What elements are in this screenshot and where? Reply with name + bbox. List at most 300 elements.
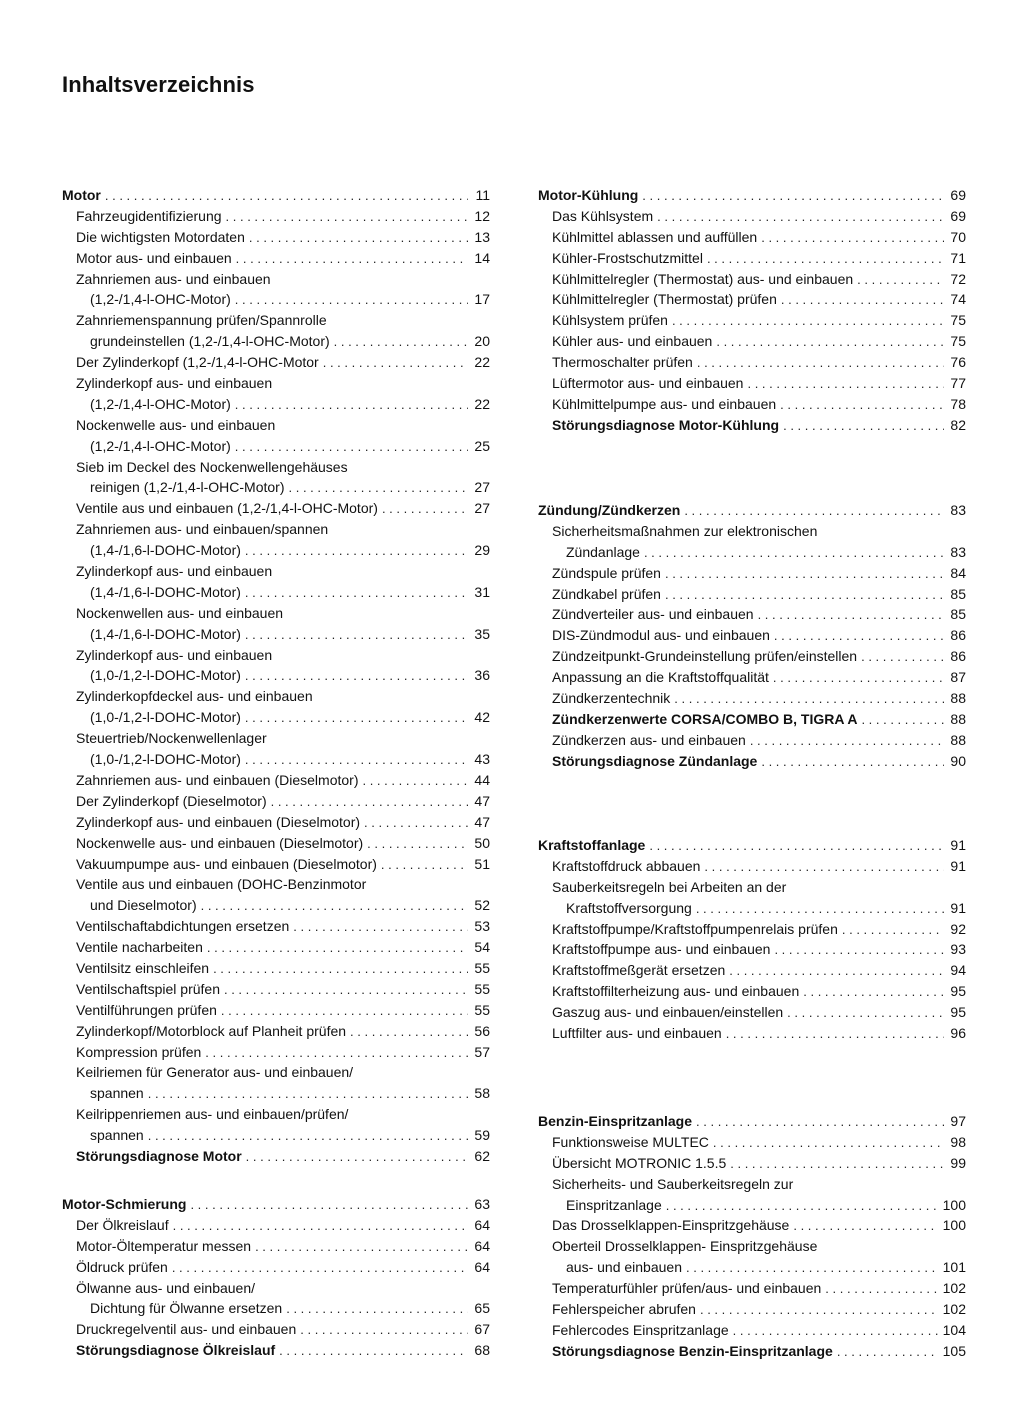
- toc-entry: [62, 958, 490, 979]
- toc-entry: [538, 939, 966, 960]
- dot-leader: [235, 395, 468, 416]
- toc-entry-text: Motor aus- und einbauen: [76, 249, 232, 266]
- toc-page-number: 95: [950, 983, 966, 1000]
- toc-entry-text: Der Zylinderkopf (1,2-/1,4-l-OHC-Motor: [76, 354, 319, 371]
- toc-entry-text: Kühlmittel ablassen und auffüllen: [552, 228, 758, 245]
- toc-entry: [538, 563, 966, 584]
- toc-entry: [538, 352, 966, 373]
- toc-page-number: 98: [950, 1133, 966, 1150]
- dot-leader: [686, 1258, 939, 1279]
- toc-entry-text: Störungsdiagnose Ölkreislauf: [76, 1342, 276, 1359]
- toc-entry: [62, 248, 490, 269]
- dot-leader: [761, 752, 944, 773]
- toc-page-number: 95: [950, 1004, 966, 1021]
- toc-entry: [538, 269, 966, 290]
- toc-entry: [62, 728, 490, 749]
- toc-page-number: 67: [474, 1321, 490, 1338]
- toc-entry-text: spannen: [90, 1127, 144, 1144]
- toc-entry: [538, 373, 966, 394]
- toc-entry: [62, 457, 490, 478]
- dot-leader: [665, 564, 944, 585]
- toc-page-number: 53: [474, 918, 490, 935]
- toc-page-number: 99: [950, 1154, 966, 1171]
- toc-entry: [538, 206, 966, 227]
- toc-page-number: 75: [950, 312, 966, 329]
- toc-entry-text: Kraftstoffpumpe aus- und einbauen: [552, 941, 771, 958]
- toc-entry-text: Zylinderkopf aus- und einbauen: [76, 375, 273, 392]
- toc-entry-text: (1,4-/1,6-l-DOHC-Motor): [90, 542, 241, 559]
- dot-leader: [761, 228, 944, 249]
- toc-entry-text: Motor: [62, 187, 101, 203]
- toc-entry: [62, 1257, 490, 1278]
- toc-page-number: 83: [950, 543, 966, 560]
- toc-page-number: 69: [950, 207, 966, 224]
- toc-page-number: 69: [950, 187, 966, 203]
- toc-page-number: 17: [474, 291, 490, 308]
- toc-entry: [538, 1236, 966, 1257]
- toc-entry: [538, 415, 966, 436]
- toc-entry: [538, 1341, 966, 1362]
- toc-entry: [538, 1278, 966, 1299]
- toc-entry-text: Ventile aus und einbauen (1,2-/1,4-l-OHC-Motor): [76, 500, 378, 517]
- dot-leader: [148, 1126, 468, 1147]
- toc-entry: [538, 1023, 966, 1044]
- toc-entry-text: Fahrzeugidentifizierung: [76, 207, 222, 224]
- toc-page-number: 57: [474, 1043, 490, 1060]
- dot-leader: [837, 1342, 939, 1363]
- toc-entry-text: Vakuumpumpe aus- und einbauen (Dieselmotor): [76, 855, 377, 872]
- toc-page-number: 74: [950, 291, 966, 308]
- toc-entry: [62, 1083, 490, 1104]
- toc-entry-text: (1,4-/1,6-l-DOHC-Motor): [90, 625, 241, 642]
- toc-entry: [538, 604, 966, 625]
- toc-page-number: 27: [474, 500, 490, 517]
- toc-page-number: 11: [475, 187, 490, 203]
- dot-leader: [783, 416, 944, 437]
- dot-leader: [774, 940, 944, 961]
- dot-leader: [367, 834, 468, 855]
- dot-leader: [173, 1216, 468, 1237]
- toc-entry-text: Motor-Schmierung: [62, 1196, 187, 1212]
- toc-entry: [538, 1215, 966, 1236]
- toc-entry: [538, 981, 966, 1002]
- toc-page-number: 90: [950, 752, 966, 769]
- toc-entry-text: Nockenwelle aus- und einbauen (Dieselmotor): [76, 834, 364, 851]
- toc-page-number: 96: [950, 1025, 966, 1042]
- toc-entry: [62, 1278, 490, 1299]
- toc-page-number: 72: [950, 270, 966, 287]
- toc-entry-text: Benzin-Einspritzanlage: [538, 1113, 693, 1129]
- dot-leader: [245, 708, 468, 729]
- toc-chapter-heading: [62, 1194, 490, 1215]
- toc-section: [538, 1111, 966, 1362]
- dot-leader: [235, 437, 468, 458]
- toc-page-number: 88: [950, 710, 966, 727]
- toc-page-number: 77: [950, 375, 966, 392]
- dot-leader: [381, 855, 468, 876]
- toc-page-number: 85: [950, 585, 966, 602]
- dot-leader: [657, 207, 944, 228]
- dot-leader: [172, 1258, 468, 1279]
- dot-leader: [781, 290, 944, 311]
- toc-entry: [538, 877, 966, 898]
- toc-entry: [62, 1215, 490, 1236]
- toc-entry: [538, 1132, 966, 1153]
- toc-page-number: 42: [474, 709, 490, 726]
- toc-entry-text: Zylinderkopfdeckel aus- und einbauen: [76, 688, 313, 705]
- toc-entry: [62, 874, 490, 895]
- toc-entry-text: grundeinstellen (1,2-/1,4-l-OHC-Motor): [90, 333, 330, 350]
- dot-leader: [255, 1237, 468, 1258]
- toc-page-number: 100: [942, 1217, 966, 1234]
- toc-page-number: 14: [474, 249, 490, 266]
- toc-entry-text: Ventilschaftabdichtungen ersetzen: [76, 918, 290, 935]
- toc-entry-text: Kraftstoffmeßgerät ersetzen: [552, 962, 726, 979]
- toc-entry-text: Zündkabel prüfen: [552, 585, 661, 602]
- toc-entry-text: Zahnriemen aus- und einbauen/spannen: [76, 521, 329, 538]
- dot-leader: [362, 771, 468, 792]
- toc-entry-text: Kühlmittelregler (Thermostat) aus- und einbauen: [552, 270, 854, 287]
- dot-leader: [245, 583, 468, 604]
- toc-entry-text: Zylinderkopf/Motorblock auf Planheit prüfen: [76, 1022, 347, 1039]
- toc-page-number: 87: [950, 669, 966, 686]
- toc-entry: [538, 521, 966, 542]
- toc-page-number: 97: [950, 1113, 966, 1129]
- toc-entry: [538, 856, 966, 877]
- toc-chapter-heading: [62, 185, 490, 206]
- dot-leader: [774, 626, 944, 647]
- toc-entry-text: Zündverteiler aus- und einbauen: [552, 606, 754, 623]
- dot-leader: [245, 666, 468, 687]
- toc-page-number: 43: [474, 751, 490, 768]
- toc-page-number: 71: [950, 249, 966, 266]
- toc-entry: [62, 227, 490, 248]
- toc-entry: [538, 646, 966, 667]
- dot-leader: [707, 249, 944, 270]
- dot-leader: [245, 625, 468, 646]
- toc-entry: [62, 895, 490, 916]
- toc-entry-text: Lüftermotor aus- und einbauen: [552, 375, 744, 392]
- toc-page-number: 105: [942, 1342, 966, 1359]
- dot-leader: [236, 249, 468, 270]
- toc-entry-text: (1,2-/1,4-l-OHC-Motor): [90, 291, 231, 308]
- toc-entry: [62, 624, 490, 645]
- toc-entry: [62, 373, 490, 394]
- toc-entry-text: Der Zylinderkopf (Dieselmotor): [76, 792, 267, 809]
- toc-entry-text: Kraftstoffanlage: [538, 837, 646, 853]
- toc-chapter-heading: [538, 185, 966, 206]
- toc-page-number: 54: [474, 939, 490, 956]
- toc-entry-text: Zylinderkopf aus- und einbauen: [76, 563, 273, 580]
- toc-entry: [538, 1153, 966, 1174]
- toc-entry: [538, 1299, 966, 1320]
- toc-entry-text: Ventilschaftspiel prüfen: [76, 980, 220, 997]
- toc-entry-text: Störungsdiagnose Zündanlage: [552, 752, 758, 769]
- dot-leader: [750, 731, 944, 752]
- toc-entry-text: Sieb im Deckel des Nockenwellengehäuses: [76, 458, 348, 475]
- toc-entry-text: Sauberkeitsregeln bei Arbeiten an der: [552, 878, 787, 895]
- toc-entry-text: Ventilführungen prüfen: [76, 1001, 217, 1018]
- toc-entry: [62, 1000, 490, 1021]
- toc-entry: [62, 812, 490, 833]
- toc-entry-text: Anpassung an die Kraftstoffqualität: [552, 669, 769, 686]
- toc-entry: [62, 582, 490, 603]
- toc-page-number: 63: [474, 1196, 490, 1212]
- toc-entry-text: (1,2-/1,4-l-OHC-Motor): [90, 437, 231, 454]
- dot-leader: [697, 353, 944, 374]
- toc-page-number: 29: [474, 542, 490, 559]
- toc-entry-text: Störungsdiagnose Benzin-Einspritzanlage: [552, 1342, 833, 1359]
- toc-entry-text: Kühlmittelpumpe aus- und einbauen: [552, 395, 777, 412]
- dot-leader: [644, 543, 944, 564]
- toc-entry: [538, 688, 966, 709]
- toc-entry-text: Steuertrieb/Nockenwellenlager: [76, 730, 267, 747]
- toc-page-number: 55: [474, 980, 490, 997]
- dot-leader: [787, 1003, 944, 1024]
- toc-entry-text: Sicherheitsmaßnahmen zur elektronischen: [552, 522, 818, 539]
- dot-leader: [793, 1216, 938, 1237]
- toc-entry: [538, 584, 966, 605]
- toc-entry: [538, 960, 966, 981]
- toc-entry-text: (1,0-/1,2-l-DOHC-Motor): [90, 667, 241, 684]
- dot-leader: [105, 186, 468, 207]
- toc-section: [538, 835, 966, 1044]
- dot-leader: [672, 311, 944, 332]
- toc-entry-text: DIS-Zündmodul aus- und einbauen: [552, 627, 770, 644]
- dot-leader: [205, 1043, 468, 1064]
- toc-page-number: 64: [474, 1258, 490, 1275]
- toc-page-number: 91: [950, 837, 966, 853]
- toc-entry-text: Zündanlage: [566, 543, 640, 560]
- toc-entry-text: Öldruck prüfen: [76, 1258, 168, 1275]
- toc-page-number: 56: [474, 1022, 490, 1039]
- toc-page-number: 92: [950, 920, 966, 937]
- toc-page-number: 35: [474, 625, 490, 642]
- dot-leader: [773, 668, 944, 689]
- toc-entry: [62, 1236, 490, 1257]
- toc-page-number: 64: [474, 1216, 490, 1233]
- toc-entry-text: Ventile nacharbeiten: [76, 939, 203, 956]
- toc-chapter-heading: [538, 500, 966, 521]
- toc-entry: [538, 898, 966, 919]
- toc-entry-text: Luftfilter aus- und einbauen: [552, 1025, 722, 1042]
- dot-leader: [249, 228, 468, 249]
- toc-entry: [62, 540, 490, 561]
- toc-page-number: 104: [942, 1321, 966, 1338]
- toc-page-number: 55: [474, 959, 490, 976]
- dot-leader: [221, 1001, 468, 1022]
- toc-entry-text: Zylinderkopf aus- und einbauen: [76, 646, 273, 663]
- toc-entry-text: (1,4-/1,6-l-DOHC-Motor): [90, 583, 241, 600]
- toc-entry-text: Zahnriemenspannung prüfen/Spannrolle: [76, 312, 327, 329]
- toc-entry: [62, 519, 490, 540]
- dot-leader: [716, 332, 944, 353]
- toc-page-number: 62: [474, 1147, 490, 1164]
- dot-leader: [224, 980, 468, 1001]
- toc-entry-text: Kraftstoffilterheizung aus- und einbauen: [552, 983, 800, 1000]
- toc-entry-text: aus- und einbauen: [566, 1259, 682, 1276]
- dot-leader: [861, 710, 944, 731]
- toc-entry: [538, 730, 966, 751]
- dot-leader: [289, 478, 469, 499]
- toc-entry: [62, 686, 490, 707]
- toc-page-number: 100: [942, 1196, 966, 1213]
- toc-entry: [538, 394, 966, 415]
- toc-page-number: 20: [474, 333, 490, 350]
- toc-page-number: 88: [950, 731, 966, 748]
- toc-page-number: 85: [950, 606, 966, 623]
- toc-page-number: 59: [474, 1127, 490, 1144]
- dot-leader: [666, 1196, 939, 1217]
- toc-page-number: 68: [474, 1342, 490, 1359]
- dot-leader: [696, 899, 944, 920]
- toc-entry: [62, 1319, 490, 1340]
- dot-leader: [364, 813, 468, 834]
- toc-entry: [62, 791, 490, 812]
- toc-chapter-heading: [538, 1111, 966, 1132]
- toc-entry-text: Der Ölkreislauf: [76, 1216, 169, 1233]
- toc-entry-text: und Dieselmotor): [90, 897, 197, 914]
- toc-entry: [538, 248, 966, 269]
- dot-leader: [842, 920, 944, 941]
- toc-page-number: 102: [942, 1280, 966, 1297]
- toc-entry-text: Dichtung für Ölwanne ersetzen: [90, 1300, 283, 1317]
- toc-entry: [62, 1021, 490, 1042]
- toc-entry-text: Kühler-Frostschutzmittel: [552, 249, 703, 266]
- toc-entry: [62, 1125, 490, 1146]
- dot-leader: [334, 332, 468, 353]
- toc-entry: [538, 1174, 966, 1195]
- toc-entry: [62, 1298, 490, 1319]
- dot-leader: [825, 1279, 938, 1300]
- toc-entry: [538, 1195, 966, 1216]
- toc-entry-text: spannen: [90, 1085, 144, 1102]
- toc-entry: [538, 919, 966, 940]
- toc-entry-text: (1,2-/1,4-l-OHC-Motor): [90, 395, 231, 412]
- toc-entry-text: Fehlercodes Einspritzanlage: [552, 1321, 729, 1338]
- toc-entry-text: Ölwanne aus- und einbauen/: [76, 1279, 256, 1296]
- toc-page-number: 102: [942, 1301, 966, 1318]
- toc-entry: [538, 709, 966, 730]
- dot-leader: [279, 1341, 468, 1362]
- toc-entry: [538, 1002, 966, 1023]
- toc-entry: [538, 227, 966, 248]
- toc-entry-text: Ventilsitz einschleifen: [76, 959, 210, 976]
- toc-entry-text: Kraftstoffdruck abbauen: [552, 857, 701, 874]
- toc-entry-text: Funktionsweise MULTEC: [552, 1133, 709, 1150]
- toc-entry-text: Oberteil Drosselklappen- Einspritzgehäuse: [552, 1238, 818, 1255]
- dot-leader: [226, 207, 468, 228]
- toc-page-number: 31: [474, 583, 490, 600]
- toc-entry: [538, 625, 966, 646]
- dot-leader: [271, 792, 468, 813]
- toc-page-number: 51: [474, 855, 490, 872]
- dot-leader: [803, 982, 944, 1003]
- toc-entry: [62, 331, 490, 352]
- toc-entry-text: (1,0-/1,2-l-DOHC-Motor): [90, 709, 241, 726]
- toc-entry-text: Störungsdiagnose Motor-Kühlung: [552, 416, 780, 433]
- toc-page-number: 22: [474, 354, 490, 371]
- toc-page-number: 86: [950, 648, 966, 665]
- dot-leader: [733, 1321, 939, 1342]
- dot-leader: [684, 501, 944, 522]
- toc-entry: [538, 542, 966, 563]
- dot-leader: [300, 1320, 468, 1341]
- dot-leader: [780, 395, 944, 416]
- toc-entry: [62, 436, 490, 457]
- toc-entry: [538, 667, 966, 688]
- toc-entry: [538, 751, 966, 772]
- toc-entry: [62, 1146, 490, 1167]
- toc-entry: [62, 477, 490, 498]
- dot-leader: [213, 959, 468, 980]
- toc-entry: [538, 1320, 966, 1341]
- toc-page-number: 47: [474, 792, 490, 809]
- toc-page-number: 13: [474, 228, 490, 245]
- toc-entry: [62, 665, 490, 686]
- toc-entry: [62, 770, 490, 791]
- dot-leader: [674, 689, 944, 710]
- toc-page-number: 64: [474, 1237, 490, 1254]
- toc-entry-text: Das Kühlsystem: [552, 207, 654, 224]
- dot-leader: [700, 1300, 939, 1321]
- dot-leader: [382, 499, 468, 520]
- toc-entry-text: Zündspule prüfen: [552, 564, 661, 581]
- toc-entry: [62, 645, 490, 666]
- toc-page-number: 76: [950, 354, 966, 371]
- dot-leader: [758, 605, 944, 626]
- toc-section: [62, 185, 490, 1167]
- toc-entry-text: Zündkerzen aus- und einbauen: [552, 731, 746, 748]
- toc-entry-text: reinigen (1,2-/1,4-l-OHC-Motor): [90, 479, 285, 496]
- toc-page-number: 52: [474, 897, 490, 914]
- toc-entry: [62, 603, 490, 624]
- toc-entry-text: Kühlmittelregler (Thermostat) prüfen: [552, 291, 777, 308]
- dot-leader: [713, 1133, 944, 1154]
- toc-entry-text: Übersicht MOTRONIC 1.5.5: [552, 1154, 727, 1171]
- toc-entry-text: Die wichtigsten Motordaten: [76, 228, 245, 245]
- toc-entry: [62, 561, 490, 582]
- toc-entry-text: Zündkerzentechnik: [552, 690, 671, 707]
- toc-entry: [62, 916, 490, 937]
- toc-entry-text: Fehlerspeicher abrufen: [552, 1301, 696, 1318]
- toc-entry-text: Kompression prüfen: [76, 1043, 202, 1060]
- toc-entry: [62, 1104, 490, 1125]
- toc-entry-text: Ventile aus und einbauen (DOHC-Benzinmotor: [76, 876, 367, 893]
- dot-leader: [747, 374, 944, 395]
- toc-entry: [62, 498, 490, 519]
- toc-page-number: 44: [474, 771, 490, 788]
- dot-leader: [286, 1299, 468, 1320]
- toc-entry-text: Kraftstoffversorgung: [566, 899, 692, 916]
- toc-page-number: 22: [474, 395, 490, 412]
- toc-page-number: 93: [950, 941, 966, 958]
- dot-leader: [696, 1112, 944, 1133]
- toc-entry-text: Störungsdiagnose Motor: [76, 1147, 242, 1164]
- dot-leader: [729, 961, 944, 982]
- toc-page-number: 58: [474, 1085, 490, 1102]
- toc-entry-text: Sicherheits- und Sauberkeitsregeln zur: [552, 1175, 794, 1192]
- toc-entry: [62, 1062, 490, 1083]
- toc-entry: [62, 854, 490, 875]
- toc-entry-text: Motor-Kühlung: [538, 187, 639, 203]
- toc-entry: [62, 707, 490, 728]
- toc-entry-text: Das Drosselklappen-Einspritzgehäuse: [552, 1217, 790, 1234]
- toc-entry: [62, 269, 490, 290]
- toc-entry-text: Keilrippenriemen aus- und einbauen/prüfen/: [76, 1106, 349, 1123]
- dot-leader: [245, 541, 468, 562]
- toc-page-number: 36: [474, 667, 490, 684]
